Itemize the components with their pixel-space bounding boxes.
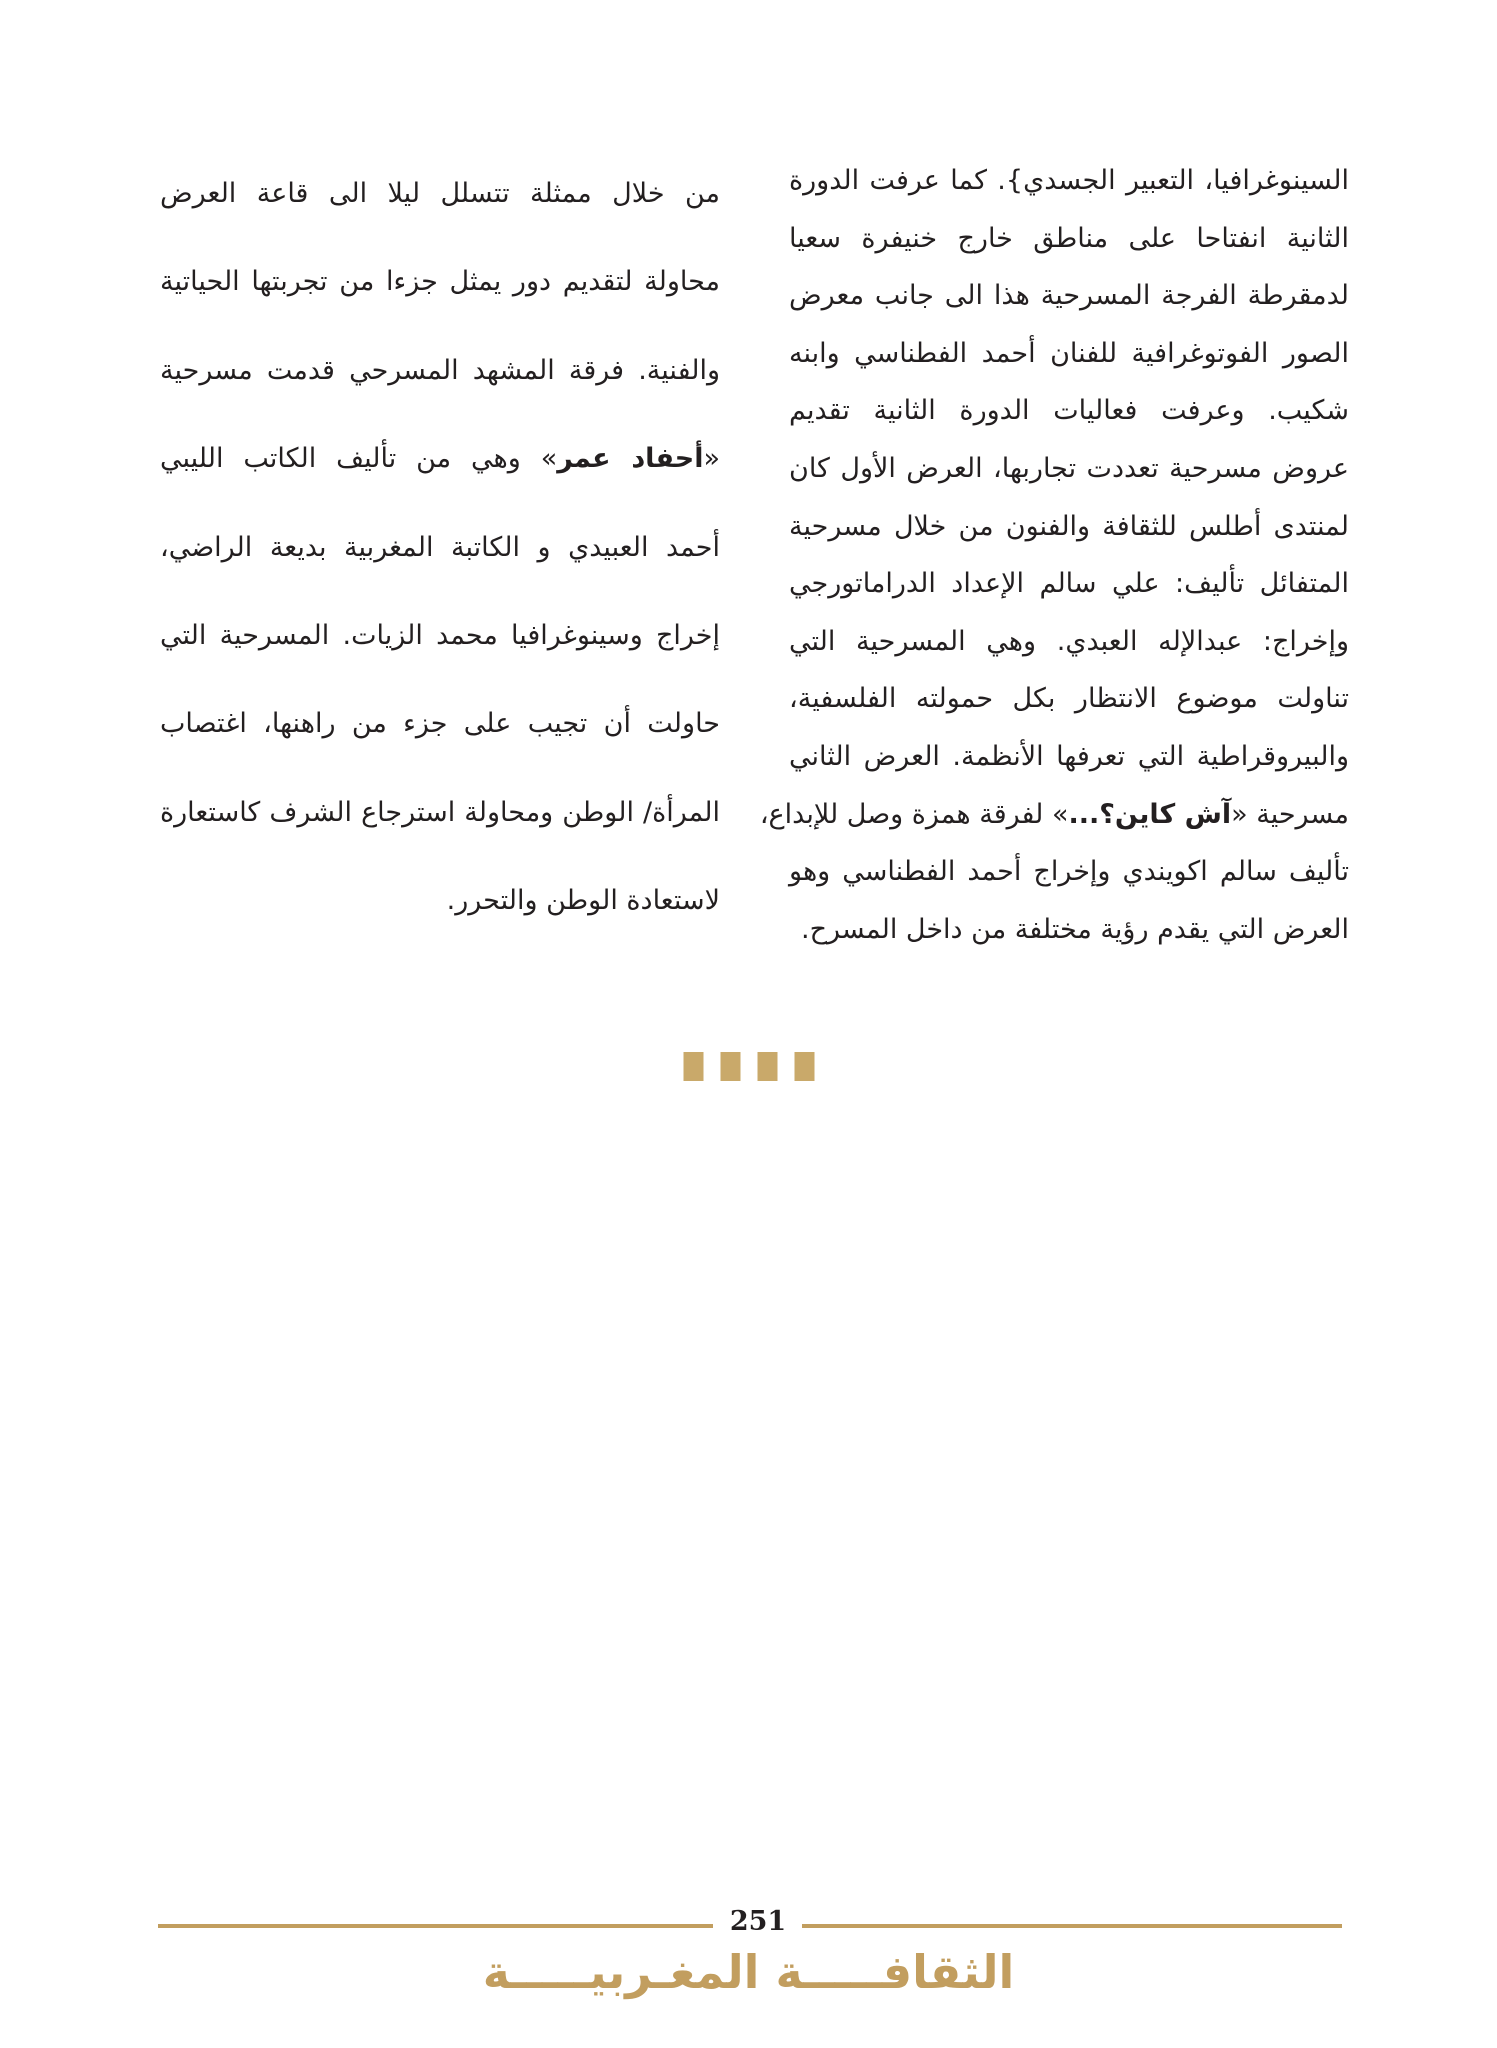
play-title-ahfad-omar: أحفاد عمر bbox=[557, 443, 704, 475]
text-line: محاولة لتقديم دور يمثل جزءا من تجربتها الحياتية bbox=[160, 266, 720, 298]
separator-square bbox=[720, 1052, 740, 1081]
text-line: والفنية. فرقة المشهد المسرحي قدمت مسرحية bbox=[160, 354, 720, 386]
text-fragment: مسرحية « bbox=[1231, 798, 1349, 830]
text-line: لاستعادة الوطن والتحرر. bbox=[446, 885, 720, 917]
text-line: تأليف سالم اكويندي وإخراج أحمد الفطناسي وهو bbox=[789, 856, 1349, 888]
text-column-left bbox=[160, 150, 720, 946]
text-line: الصور الفوتوغرافية للفنان أحمد الفطناسي وابنه bbox=[789, 337, 1349, 369]
text-fragment: » وهي من تأليف الكاتب الليبي bbox=[160, 443, 558, 475]
page-number: 251 bbox=[729, 1906, 787, 1937]
separator-square bbox=[683, 1052, 703, 1081]
text-fragment: » لفرقة همزة وصل للإبداع، bbox=[759, 798, 1069, 830]
text-line: السينوغرافيا، التعبير الجسدي}. كما عرفت الدورة bbox=[789, 165, 1349, 196]
text-line: المرأة/ الوطن ومحاولة استرجاع الشرف كاستعارة bbox=[160, 796, 720, 828]
play-title-ash-kayn: آش كاين؟... bbox=[1068, 798, 1232, 830]
separator-square bbox=[794, 1052, 814, 1081]
text-line: لمنتدى أطلس للثقافة والفنون من خلال مسرحية bbox=[789, 510, 1349, 542]
text-column-right bbox=[759, 152, 1349, 958]
text-line: شكيب. وعرفت فعاليات الدورة الثانية تقديم bbox=[789, 395, 1349, 427]
text-fragment: « bbox=[703, 443, 720, 475]
text-line: تناولت موضوع الانتظار بكل حمولته الفلسفية، bbox=[789, 683, 1349, 715]
separator-square bbox=[757, 1052, 777, 1081]
text-line: من خلال ممثلة تتسلل ليلا الى قاعة العرض bbox=[160, 178, 720, 209]
text-line: العرض التي يقدم رؤية مختلفة من داخل المسرح. bbox=[800, 913, 1349, 945]
magazine-title: الثقافـــــة المغـربيـــــة bbox=[482, 1945, 1015, 1999]
text-line: والبيروقراطية التي تعرفها الأنظمة. العرض الثاني bbox=[789, 740, 1349, 772]
text-line: لدمقرطة الفرجة المسرحية هذا الى جانب معرض bbox=[789, 280, 1349, 312]
text-line: وإخراج: عبدالإله العبدي. وهي المسرحية التي bbox=[789, 625, 1349, 657]
footer-rule-left bbox=[158, 1924, 713, 1928]
footer-rule-right bbox=[802, 1924, 1342, 1928]
text-line-with-play-title bbox=[759, 786, 1349, 844]
text-line: الثانية انفتاحا على مناطق خارج خنيفرة سعيا bbox=[789, 222, 1349, 254]
text-line: إخراج وسينوغرافيا محمد الزيات. المسرحية التي bbox=[160, 620, 720, 652]
text-line-with-play-title bbox=[160, 415, 720, 503]
section-separator bbox=[683, 1052, 814, 1081]
text-line: أحمد العبيدي و الكاتبة المغربية بديعة الراضي، bbox=[160, 531, 720, 563]
text-line: عروض مسرحية تعددت تجاربها، العرض الأول كان bbox=[789, 452, 1349, 484]
text-line: المتفائل تأليف: علي سالم الإعداد الدراماتورجي bbox=[789, 568, 1349, 600]
text-line: حاولت أن تجيب على جزء من راهنها، اغتصاب bbox=[160, 708, 720, 740]
